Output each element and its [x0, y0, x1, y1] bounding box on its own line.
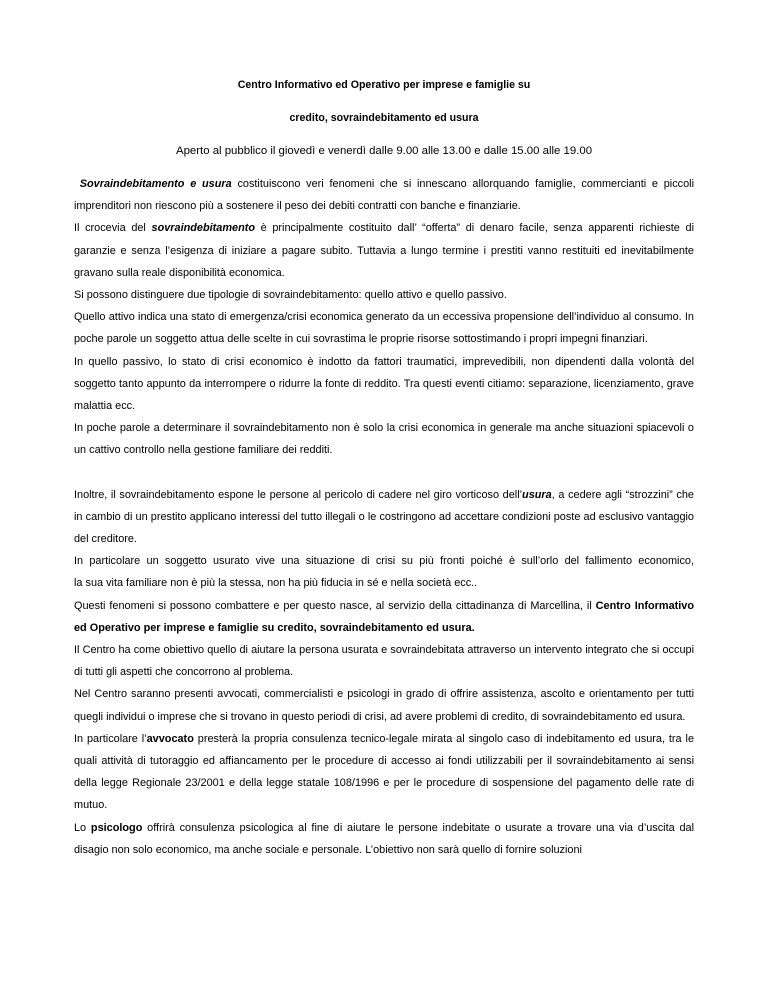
- paragraph-text: Questi fenomeni si possono combattere e per questo nasce, al servizio della cittadinanza di Marcellina, il: [74, 599, 596, 612]
- paragraph-obiettivo: Il Centro ha come obiettivo quello di aiutare la persona usurata e sovraindebitata attraverso un intervento integrato che si occupi di tutti gli aspetti che concorrono al problema.: [74, 644, 694, 679]
- emphasis-text: sovraindebitamento: [151, 222, 255, 235]
- paragraph-psicologo: [74, 817, 694, 861]
- paragraph-text: offrirà consulenza psicologica al fine di aiutare le persone indebitate o usurate a trovare una via d’uscita dal disagio non solo economico, ma anche sociale e personale. L’obiettivo non sarà quello di fornire soluzioni: [74, 821, 695, 856]
- paragraph-crocevia: [74, 217, 694, 284]
- document-title-line1: Centro Informativo ed Operativo per imprese e famiglie su: [237, 79, 531, 91]
- paragraph-usurato-line1: In particolare un soggetto usurato vive una situazione di crisi su più fronti poiché è sull’orlo del fallimento economico,: [74, 555, 694, 568]
- paragraph-text: , a cedere agli “strozzini” che in cambio di un prestito applicano interessi del tutto illegali o le costringono ad accettare condizioni poste ad esclusivo vantaggio del creditore.: [74, 488, 694, 546]
- paragraph-usura: [74, 484, 694, 551]
- paragraph-text: Il crocevia del: [74, 222, 152, 235]
- emphasis-text: usura: [522, 488, 552, 501]
- paragraph-text: Inoltre, il sovraindebitamento espone le persone al pericolo di cadere nel giro vorticoso dell’: [74, 488, 523, 501]
- emphasis-text: Sovraindebitamento e usura: [79, 178, 232, 190]
- paragraph-professionisti: Nel Centro saranno presenti avvocati, commercialisti e psicologi in grado di offrire assistenza, ascolto e orientamento per tutti quegli individui o imprese che si trovano in questo periodi di crisi, ad avere problemi di credito, di sovraindebitamento ed usura.: [74, 688, 694, 723]
- paragraph-text: Lo: [74, 821, 91, 834]
- paragraph-text: è principalmente costituito dall’ “offerta” di denaro facile, senza apparenti richieste di garanzie e senza l’esigenza di iniziare a pagare subito. Tuttavia a lungo termine i prestiti vanno restituiti ed inevitabilmente gravano sulla reale disponibilità economica.: [74, 222, 694, 279]
- emphasis-text: Centro Informativo ed Operativo per imprese e famiglie su credito, sovraindebitamento ed usura.: [74, 599, 694, 634]
- document-title-line2: credito, sovraindebitamento ed usura: [289, 112, 479, 124]
- paragraph-usurato-line2: la sua vita familiare non è più la stessa, non ha più fiducia in sé e nella società ecc..: [74, 577, 478, 590]
- opening-hours: Aperto al pubblico il giovedì e venerdì dalle 9.00 alle 13.00 e dalle 15.00 alle 19.00: [175, 145, 593, 157]
- paragraph-text: presterà la propria consulenza tecnico-legale mirata al singolo caso di indebitamento ed usura, tra le quali attività di tutoraggio ed affiancamento per le procedure di accesso ai fondi utilizzabili per il sovraindebitamento ai sensi della legge Regionale 23/2001 e della legge statale 108/1996 e per le procedure di sospensione del pagamento delle rate di mutuo.: [74, 732, 694, 812]
- paragraph-determinare: In poche parole a determinare il sovraindebitamento non è solo la crisi economica in generale ma anche situazioni spiacevoli o un cattivo controllo nella gestione familiare dei redditi.: [74, 422, 694, 457]
- paragraph-passivo: In quello passivo, lo stato di crisi economico è indotto da fattori traumatici, imprevedibili, non dipendenti dalla volontà del soggetto tanto appunto da interrompere o ridurre la fonte di reddito. Tra questi eventi citiamo: separazione, licenziamento, grave malattia ecc.: [74, 355, 694, 413]
- paragraph-text: costituiscono veri fenomeni che si innescano allorquando famiglie, commercianti e piccoli imprenditori non riescono più a sostenere il peso dei debiti contratti con banche e finanziarie.: [74, 178, 694, 213]
- emphasis-text: psicologo: [90, 821, 143, 834]
- paragraph-intro: [74, 173, 694, 217]
- emphasis-text: avvocato: [146, 732, 194, 745]
- paragraph-centro: [74, 595, 694, 639]
- paragraph-tipologie: Si possono distinguere due tipologie di sovraindebitamento: quello attivo e quello passivo.: [74, 289, 507, 302]
- paragraph-attivo: Quello attivo indica una stato di emergenza/crisi economica generato da un eccessiva propensione dell’individuo al consumo. In poche parole un soggetto attua delle scelte in cui sovrastima le proprie risorse sottostimando i propri impegni finanziari.: [74, 311, 694, 346]
- paragraph-avvocato: [74, 728, 694, 817]
- paragraph-text: In particolare l’: [74, 732, 147, 745]
